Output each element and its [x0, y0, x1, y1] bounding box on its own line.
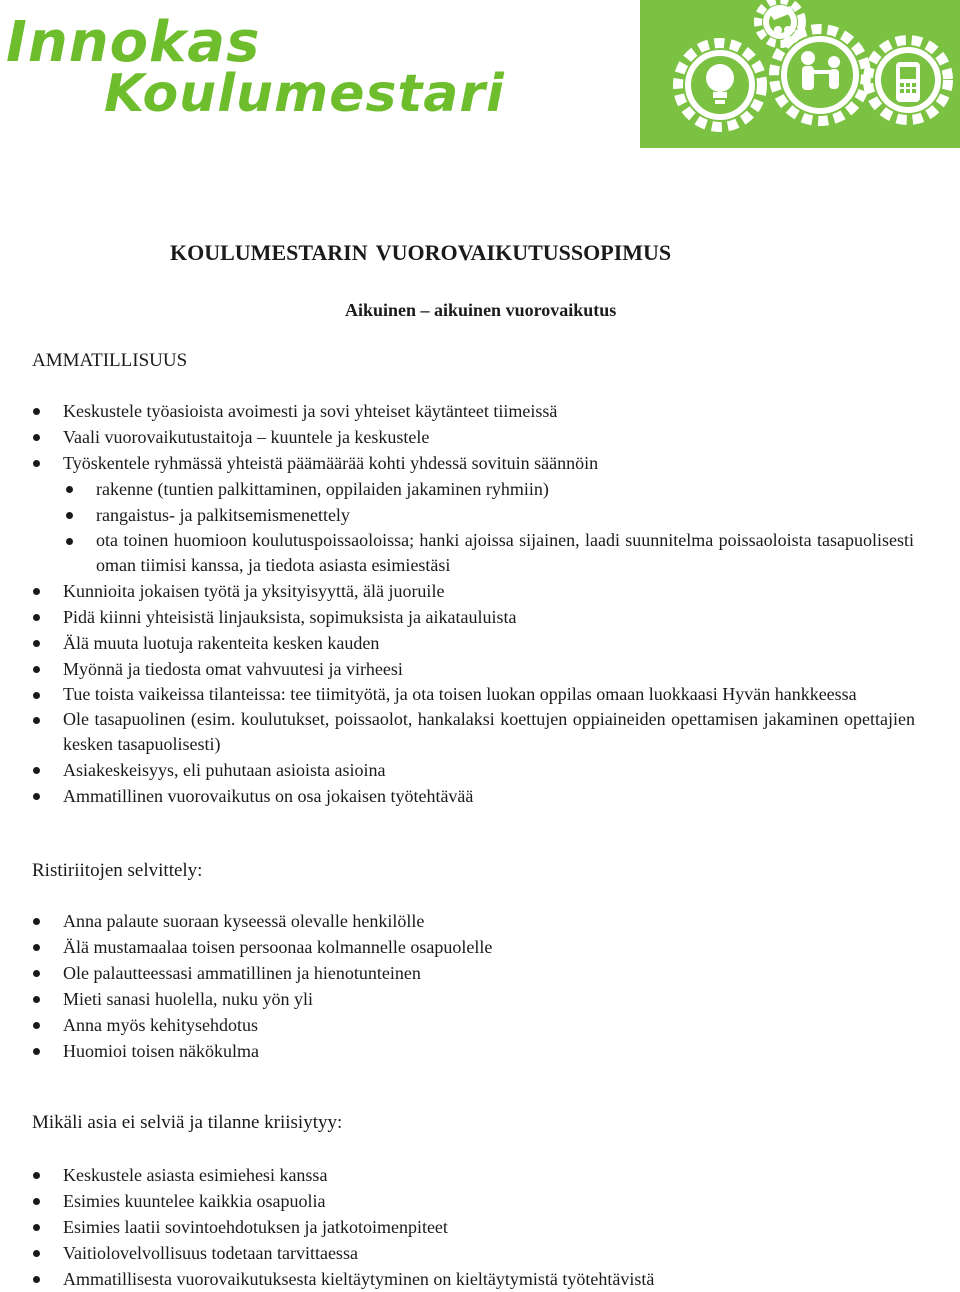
list-item: Ammatillisesta vuorovaikutuksesta kieltäytyminen on kieltäytymistä työtehtävistä: [0, 1266, 960, 1292]
list-item: Vaali vuorovaikutustaitoja – kuuntele ja keskustele: [0, 424, 960, 450]
bullet-icon: [33, 1276, 40, 1283]
bullet-icon: [66, 486, 73, 493]
section-heading-ammatillisuus: AMMATILLISUUS: [32, 350, 188, 371]
list-item: Anna myös kehitysehdotus: [0, 1012, 960, 1038]
bullet-icon: [33, 970, 40, 977]
bullet-icon: [33, 944, 40, 951]
bullet-icon: [66, 512, 73, 519]
list-item: Vaitiolovelvollisuus todetaan tarvittaessa: [0, 1240, 960, 1266]
ammatillisuus-list: [0, 398, 960, 809]
children-icon: [801, 51, 840, 90]
bullet-icon: [33, 460, 40, 467]
logo-emblem: [640, 0, 960, 148]
list-item: Myönnä ja tiedosta omat vahvuutesi ja virheesi: [0, 656, 960, 682]
bullet-icon: [33, 588, 40, 595]
bullet-icon: [33, 614, 40, 621]
list-item: Ole tasapuolinen (esim. koulutukset, poissaolot, hankalaksi koettujen oppiaineiden opettamisen jakaminen opettajien kesken tasapuolisesti): [0, 707, 915, 757]
document-subtitle: Aikuinen – aikuinen vuorovaikutus: [345, 300, 617, 320]
section-heading-ristiriidat: Ristiriitojen selvittely:: [32, 860, 203, 881]
logo-emblem-graphic: [640, 0, 960, 148]
list-item: Tue toista vaikeissa tilanteissa: tee tiimityötä, ja ota toisen luokan oppilas omaan luokkaasi Hyvän hankkeessa: [0, 682, 915, 707]
sub-list-item: ota toinen huomioon koulutuspoissaoloissa; hanki ajoissa sijainen, laadi suunnitelma poissaoloista tasapuolisesti oman tiimisi kanssa, ja tiedota asiasta esimiestäsi: [0, 528, 914, 578]
list-item: Esimies laatii sovintoehdotuksen ja jatkotoimenpiteet: [0, 1214, 960, 1240]
list-item: Keskustele asiasta esimiehesi kanssa: [0, 1162, 960, 1188]
list-item: Mieti sanasi huolella, nuku yön yli: [0, 986, 960, 1012]
list-item: Ole palautteessasi ammatillinen ja hienotunteinen: [0, 960, 960, 986]
bullet-icon: [33, 996, 40, 1003]
logo-wordmark: [6, 10, 505, 130]
bullet-icon: [33, 767, 40, 774]
sub-list-item: rangaistus- ja palkitsemismenettely: [0, 502, 960, 528]
list-item: Työskentele ryhmässä yhteistä päämäärää kohti yhdessä sovituin säännöin: [0, 450, 960, 476]
kriisi-list: [0, 1162, 960, 1292]
bullet-icon: [33, 692, 40, 699]
document-title: KOULUMESTARIN VUOROVAIKUTUSSOPIMUS: [170, 240, 672, 265]
lightbulb-icon: [706, 64, 734, 104]
section-heading-kriisi: Mikäli asia ei selviä ja tilanne kriisiytyy:: [32, 1112, 343, 1133]
bullet-icon: [33, 1250, 40, 1257]
list-item: Huomioi toisen näkökulma: [0, 1038, 960, 1064]
logo-line-1: Innokas: [6, 10, 261, 75]
bullet-icon: [33, 434, 40, 441]
bullet-icon: [33, 918, 40, 925]
bullet-icon: [33, 408, 40, 415]
bullet-icon: [33, 640, 40, 647]
bullet-icon: [33, 666, 40, 673]
list-item: Pidä kiinni yhteisistä linjauksista, sopimuksista ja aikatauluista: [0, 604, 960, 630]
list-item: Älä muuta luotuja rakenteita kesken kauden: [0, 630, 960, 656]
phone-icon: [896, 62, 920, 102]
bullet-icon: [33, 1048, 40, 1055]
bullet-icon: [33, 717, 40, 724]
ristiriidat-list: [0, 908, 960, 1064]
list-item: Ammatillinen vuorovaikutus on osa jokaisen työtehtävää: [0, 783, 960, 809]
bullet-icon: [33, 1198, 40, 1205]
bullet-icon: [33, 793, 40, 800]
list-item: Anna palaute suoraan kyseessä olevalle henkilölle: [0, 908, 960, 934]
list-item: Kunnioita jokaisen työtä ja yksityisyyttä, älä juoruile: [0, 578, 960, 604]
gear-icon: [758, 0, 802, 44]
list-item: Asiakeskeisyys, eli puhutaan asioista asioina: [0, 757, 960, 783]
sub-list-item: rakenne (tuntien palkittaminen, oppilaiden jakaminen ryhmiin): [0, 476, 960, 502]
list-item: Keskustele työasioista avoimesti ja sovi yhteiset käytänteet tiimeissä: [0, 398, 960, 424]
logo-line-2: Koulumestari: [104, 64, 505, 124]
list-item: Esimies kuuntelee kaikkia osapuolia: [0, 1188, 960, 1214]
bullet-icon: [33, 1172, 40, 1179]
bullet-icon: [66, 538, 73, 545]
bullet-icon: [33, 1224, 40, 1231]
list-item: Älä mustamaalaa toisen persoonaa kolmannelle osapuolelle: [0, 934, 960, 960]
bullet-icon: [33, 1022, 40, 1029]
